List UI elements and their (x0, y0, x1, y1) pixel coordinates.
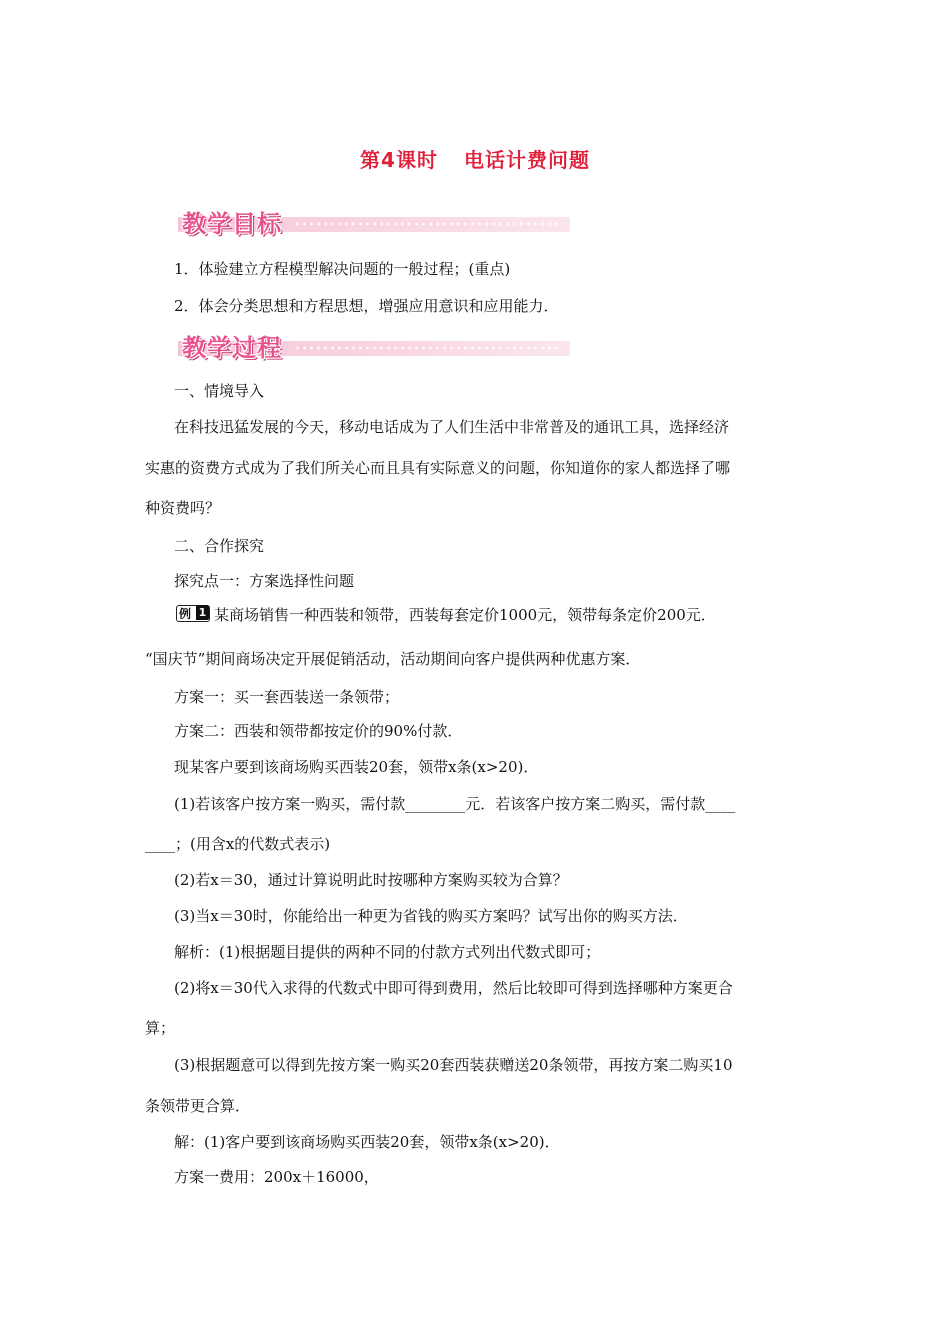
intro-paragraph-line: 在科技迅猛发展的今天，移动电话成为了人们生活中非常普及的通讯工具，选择经济 (174, 418, 730, 436)
page-title (0, 144, 950, 173)
analysis-3-line: 条领带更合算． (145, 1097, 251, 1115)
analysis-1: 解析：(1)根据题目提供的两种不同的付款方式列出代数式即可； (174, 943, 601, 961)
section-title-process: 教学过程 (182, 334, 282, 362)
intro-paragraph-line: 实惠的资费方式成为了我们所关心而且具有实际意义的问题，你知道你的家人都选择了哪 (145, 459, 731, 477)
question-3: (3)当x＝30时，你能给出一种更为省钱的购买方案吗？试写出你的购买方法． (174, 907, 688, 925)
section-banner-goals (174, 206, 570, 238)
explore-point: 探究点一：方案选择性问题 (174, 572, 355, 590)
example-text-line: “国庆节”期间商场决定开展促销活动，活动期间向客户提供两种优惠方案． (145, 650, 641, 668)
explore-heading: 二、合作探究 (174, 537, 265, 555)
analysis-3-line: (3)根据题意可以得到先按方案一购买20套西装获赠送20条领带，再按方案二购买10 (174, 1056, 733, 1074)
intro-heading: 一、情境导入 (174, 382, 265, 400)
example-line (176, 604, 841, 626)
plan-one: 方案一：买一套西装送一条领带； (174, 688, 400, 706)
example-badge: 例 1 (176, 605, 208, 621)
goal-item-1: 1．体验建立方程模型解决问题的一般过程；(重点) (174, 260, 511, 278)
analysis-2-line: (2)将x＝30代入求得的代数式中即可得到费用，然后比较即可得到选择哪种方案更合 (174, 979, 733, 997)
goal-item-2: 2．体会分类思想和方程思想，增强应用意识和应用能力． (174, 297, 559, 315)
lesson-number: 第4课时 (360, 148, 438, 172)
question-1-line: (1)若该客户按方案一购买，需付款________元．若该客户按方案二购买，需付款____ (174, 795, 736, 813)
purchase-condition: 现某客户要到该商场购买西装20套，领带x条(x>20)． (174, 758, 539, 776)
question-1-line: ____；(用含x的代数式表示) (145, 835, 331, 853)
solution-2: 方案一费用：200x＋16000， (174, 1168, 379, 1186)
question-2: (2)若x＝30，通过计算说明此时按哪种方案购买较为合算？ (174, 871, 568, 889)
solution-1: 解：(1)客户要到该商场购买西装20套，领带x条(x>20)． (174, 1133, 560, 1151)
section-title-goals: 教学目标 (182, 210, 282, 238)
lesson-topic: 电话计费问题 (463, 148, 590, 172)
plan-two: 方案二：西装和领带都按定价的90%付款． (174, 722, 463, 740)
analysis-2-line: 算； (145, 1019, 176, 1037)
example-text: 某商场销售一种西装和领带，西装每套定价1000元，领带每条定价200元． (214, 606, 716, 624)
intro-paragraph-line: 种资费吗？ (145, 499, 221, 517)
section-banner-process (174, 330, 570, 362)
